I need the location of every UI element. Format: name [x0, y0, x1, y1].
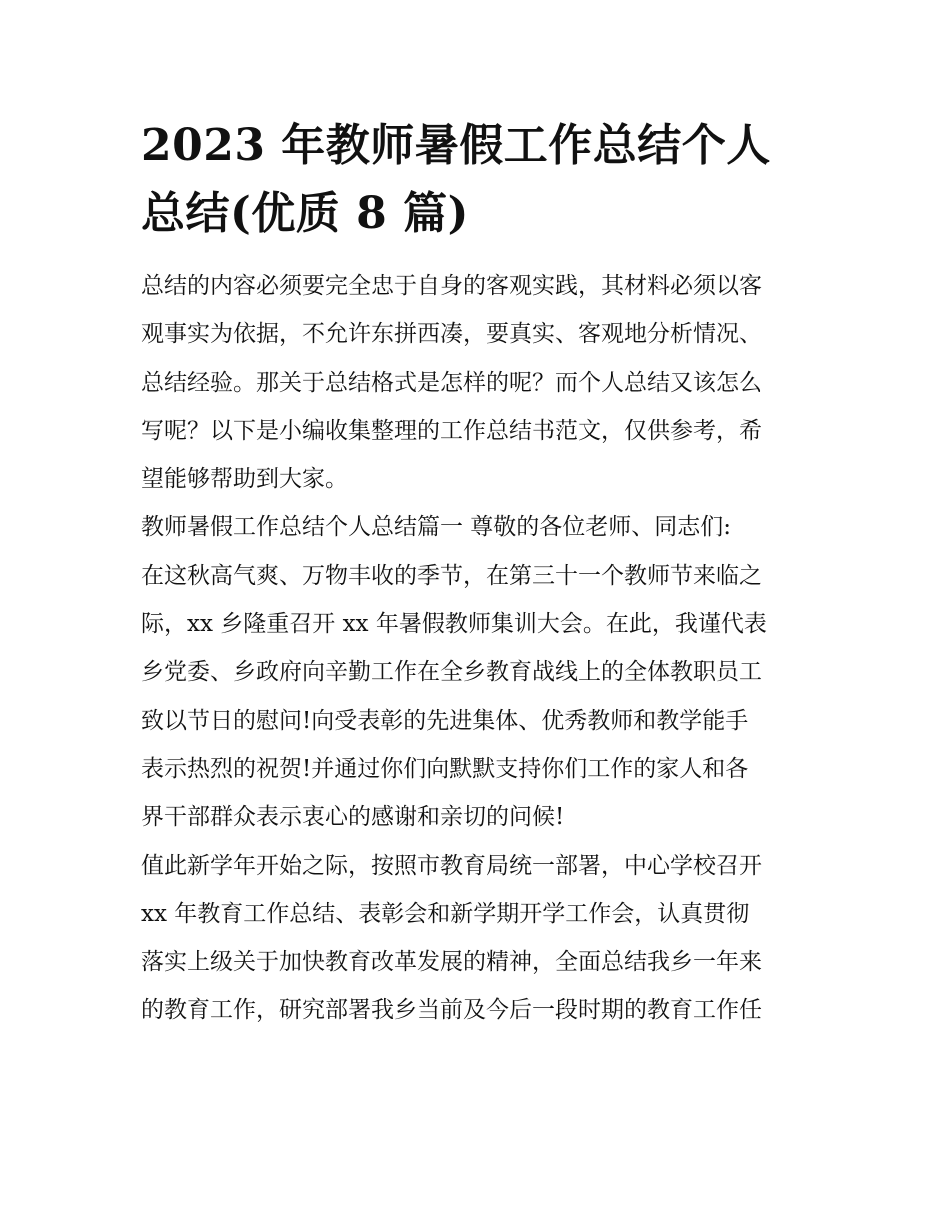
title-line-1: 2023 年教师暑假工作总结个人	[141, 120, 771, 171]
paragraph-line: 总结经验。那关于总结格式是怎样的呢？而个人总结又该怎么	[141, 369, 762, 396]
paragraph-line: 的教育工作，研究部署我乡当前及今后一段时期的教育工作任	[141, 997, 762, 1024]
paragraph-line: 乡党委、乡政府向辛勤工作在全乡教育战线上的全体教职员工	[141, 659, 762, 686]
section-heading-paragraph	[141, 503, 813, 551]
paragraph-line: 教师暑假工作总结个人总结篇一 尊敬的各位老师、同志们:	[141, 514, 732, 541]
paragraph-line: 望能够帮助到大家。	[141, 466, 348, 493]
title-line-2: 总结(优质 8 篇)	[141, 188, 469, 239]
paragraph-line: 表示热烈的祝贺!并通过你们向默默支持你们工作的家人和各	[141, 755, 749, 782]
paragraph-line: 致以节日的慰问!向受表彰的先进集体、优秀教师和教学能手	[141, 707, 749, 734]
paragraph-line: 总结的内容必须要完全忠于自身的客观实践，其材料必须以客	[141, 273, 762, 299]
paragraph-line: 际，xx 乡隆重召开 xx 年暑假教师集训大会。在此，我谨代表	[141, 611, 767, 638]
paragraph-line: 落实上级关于加快教育改革发展的精神，全面总结我乡一年来	[141, 949, 762, 976]
body-paragraph-2	[141, 842, 813, 1035]
document-title	[141, 112, 813, 248]
paragraph-line: 写呢？以下是小编收集整理的工作总结书范文，仅供参考，希	[141, 417, 762, 444]
paragraph-line: 在这秋高气爽、万物丰收的季节，在第三十一个教师节来临之	[141, 562, 762, 589]
intro-paragraph	[141, 262, 813, 503]
document-page	[141, 112, 813, 1035]
paragraph-line: xx 年教育工作总结、表彰会和新学期开学工作会，认真贯彻	[141, 900, 750, 927]
paragraph-line: 值此新学年开始之际，按照市教育局统一部署，中心学校召开	[141, 852, 762, 879]
paragraph-line: 界干部群众表示衷心的感谢和亲切的问候!	[141, 804, 565, 831]
body-paragraph-1	[141, 552, 813, 842]
paragraph-line: 观事实为依据，不允许东拼西凑，要真实、客观地分析情况、	[141, 321, 762, 348]
